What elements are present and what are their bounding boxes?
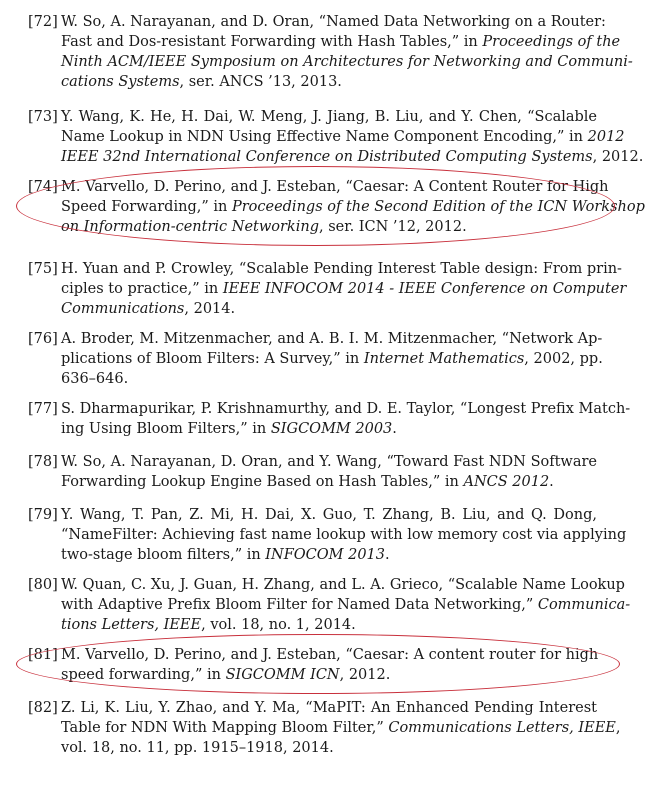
reference-entry (0, 107, 656, 167)
reference-line (61, 419, 597, 439)
reference-line (61, 738, 597, 758)
text-segment: . (392, 421, 397, 437)
text-segment: A. Broder, M. Mitzenmacher, and A. B. I. M. Mitzenmacher, “Network Ap- (61, 331, 603, 347)
text-segment: , vol. 18, no. 1, 2014. (201, 617, 356, 633)
text-segment: ciples to practice,” in (61, 281, 223, 297)
text-segment: two-stage bloom filters,” in (61, 547, 266, 563)
text-segment: M. Varvello, D. Perino, and J. Esteban, “Caesar: A content router for high (61, 647, 599, 663)
reference-line (61, 595, 631, 615)
reference-line (61, 575, 625, 595)
text-segment: Name Lookup in NDN Using Effective Name Component Encoding,” in (61, 129, 588, 145)
reference-number: [76] (28, 331, 58, 347)
text-segment: ing Using Bloom Filters,” in (61, 421, 271, 437)
reference-entry (0, 329, 656, 389)
reference-line (61, 525, 627, 545)
reference-number: [79] (28, 507, 58, 523)
reference-line (61, 505, 597, 525)
reference-number: [73] (28, 109, 58, 125)
reference-line (61, 259, 622, 279)
text-segment: Speed Forwarding,” in (61, 199, 232, 215)
italic-text-segment: SIGCOMM ICN (225, 667, 340, 683)
italic-text-segment: tions Letters, IEEE (61, 617, 202, 633)
reference-line (61, 12, 606, 32)
text-segment: 636–646. (61, 371, 129, 387)
reference-number: [77] (28, 401, 58, 417)
italic-text-segment: Proceedings of the Second Edition of the ICN Workshop (231, 199, 645, 215)
reference-line (61, 279, 627, 299)
reference-line (61, 369, 597, 389)
reference-line (61, 177, 609, 197)
reference-line (61, 399, 631, 419)
text-segment: W. So, A. Narayanan, and D. Oran, “Named Data Networking on a Router: (61, 14, 606, 30)
reference-line (61, 615, 597, 635)
italic-text-segment: cations Systems (61, 74, 180, 90)
text-segment: Fast and Dos-resistant Forwarding with Hash Tables,” in (61, 34, 483, 50)
italic-text-segment: ANCS 2012 (463, 474, 550, 490)
reference-line (61, 197, 645, 217)
text-segment: , 2012. (592, 149, 644, 165)
text-segment: speed forwarding,” in (61, 667, 226, 683)
reference-number: [78] (28, 454, 58, 470)
text-segment: with Adaptive Prefix Bloom Filter for Named Data Networking,” (61, 597, 538, 613)
text-segment: Forwarding Lookup Engine Based on Hash Tables,” in (61, 474, 464, 490)
text-segment: , ser. ICN ’12, 2012. (318, 219, 467, 235)
reference-line (61, 52, 633, 72)
reference-line (61, 665, 597, 685)
italic-text-segment: on Information-centric Networking (61, 219, 319, 235)
reference-number: [80] (28, 577, 58, 593)
text-segment: , (615, 720, 621, 736)
italic-text-segment: Communications Letters, IEEE (388, 720, 616, 736)
text-segment: “NameFilter: Achieving fast name lookup with low memory cost via applying (61, 527, 627, 543)
text-segment: M. Varvello, D. Perino, and J. Esteban, “Caesar: A Content Router for High (61, 179, 609, 195)
italic-text-segment: Ninth ACM/IEEE Symposium on Architectures for Networking and Communi- (61, 54, 633, 70)
reference-number: [75] (28, 261, 58, 277)
italic-text-segment: Proceedings of the (482, 34, 621, 50)
text-segment: Y. Wang, T. Pan, Z. Mi, H. Dai, X. Guo, T. Zhang, B. Liu, and Q. Dong, (61, 507, 597, 523)
text-segment: , 2012. (339, 667, 391, 683)
reference-entry (0, 177, 656, 237)
italic-text-segment: Internet Mathematics (363, 351, 525, 367)
reference-entry (0, 259, 656, 319)
reference-number: [82] (28, 700, 58, 716)
reference-line (61, 698, 597, 718)
text-segment: H. Yuan and P. Crowley, “Scalable Pending Interest Table design: From prin- (61, 261, 622, 277)
reference-line (61, 329, 603, 349)
reference-line (61, 299, 597, 319)
reference-entry (0, 399, 656, 439)
text-segment: Table for NDN With Mapping Bloom Filter,” (61, 720, 389, 736)
reference-line (61, 645, 597, 665)
text-segment: Y. Wang, K. He, H. Dai, W. Meng, J. Jiang, B. Liu, and Y. Chen, “Scalable (61, 109, 597, 125)
text-segment: S. Dharmapurikar, P. Krishnamurthy, and D. E. Taylor, “Longest Prefix Match- (61, 401, 631, 417)
text-segment: vol. 18, no. 11, pp. 1915–1918, 2014. (61, 740, 334, 756)
italic-text-segment: IEEE 32nd International Conference on Distributed Computing Systems (61, 149, 593, 165)
italic-text-segment: 2012 (587, 129, 625, 145)
reference-entry (0, 575, 656, 635)
reference-entry (0, 452, 656, 492)
text-segment: W. So, A. Narayanan, D. Oran, and Y. Wang, “Toward Fast NDN Software (61, 454, 597, 470)
reference-number: [72] (28, 14, 58, 30)
reference-number: [74] (28, 179, 58, 195)
reference-line (61, 147, 644, 167)
reference-line (61, 718, 621, 738)
text-segment: , ser. ANCS ’13, 2013. (179, 74, 342, 90)
reference-entry (0, 645, 656, 685)
text-segment: Z. Li, K. Liu, Y. Zhao, and Y. Ma, “MaPIT: An Enhanced Pending Interest (61, 700, 597, 716)
italic-text-segment: IEEE INFOCOM 2014 - IEEE Conference on Computer (222, 281, 627, 297)
text-segment: , 2014. (184, 301, 236, 317)
reference-line (61, 472, 597, 492)
reference-line (61, 107, 597, 127)
reference-line (61, 545, 597, 565)
reference-entry (0, 12, 656, 92)
reference-line (61, 72, 597, 92)
reference-entry (0, 505, 656, 565)
text-segment: . (385, 547, 390, 563)
italic-text-segment: SIGCOMM 2003 (270, 421, 393, 437)
reference-line (61, 217, 597, 237)
italic-text-segment: INFOCOM 2013 (265, 547, 385, 563)
text-segment: . (549, 474, 554, 490)
text-segment: plications of Bloom Filters: A Survey,” in (61, 351, 364, 367)
reference-line (61, 127, 625, 147)
italic-text-segment: Communications (61, 301, 185, 317)
reference-line (61, 349, 603, 369)
reference-entry (0, 698, 656, 758)
text-segment: W. Quan, C. Xu, J. Guan, H. Zhang, and L. A. Grieco, “Scalable Name Lookup (61, 577, 625, 593)
reference-line (61, 32, 621, 52)
text-segment: , 2002, pp. (524, 351, 603, 367)
reference-line (61, 452, 597, 472)
reference-number: [81] (28, 647, 58, 663)
italic-text-segment: Communica- (537, 597, 631, 613)
